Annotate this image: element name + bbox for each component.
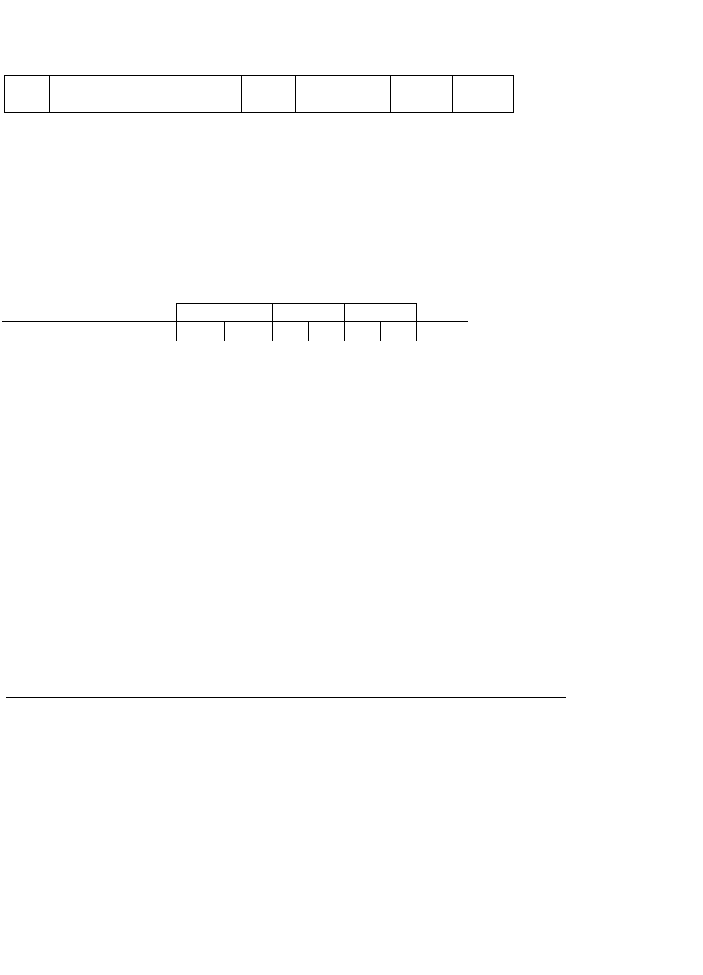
group-header-cell [176,304,272,322]
header-cell [50,76,242,113]
header-cell [380,322,416,341]
header-cell [308,322,344,341]
header-cell [176,322,224,341]
classif-table [2,303,468,341]
header-cell [5,76,50,113]
classif-group-header [2,304,468,322]
header-cell [391,76,452,113]
championship-table [6,697,566,698]
header-cell [272,322,308,341]
header-cell [2,322,176,341]
header-cell [295,76,391,113]
group-header-cell [272,304,344,322]
header-cell [452,76,513,113]
times-table [4,75,514,113]
header-cell [416,322,468,341]
header-cell [224,322,272,341]
header-cell [242,76,295,113]
header-cell [344,322,380,341]
group-header-cell [344,304,416,322]
classif-header [2,322,468,341]
times-table-header [5,76,514,113]
